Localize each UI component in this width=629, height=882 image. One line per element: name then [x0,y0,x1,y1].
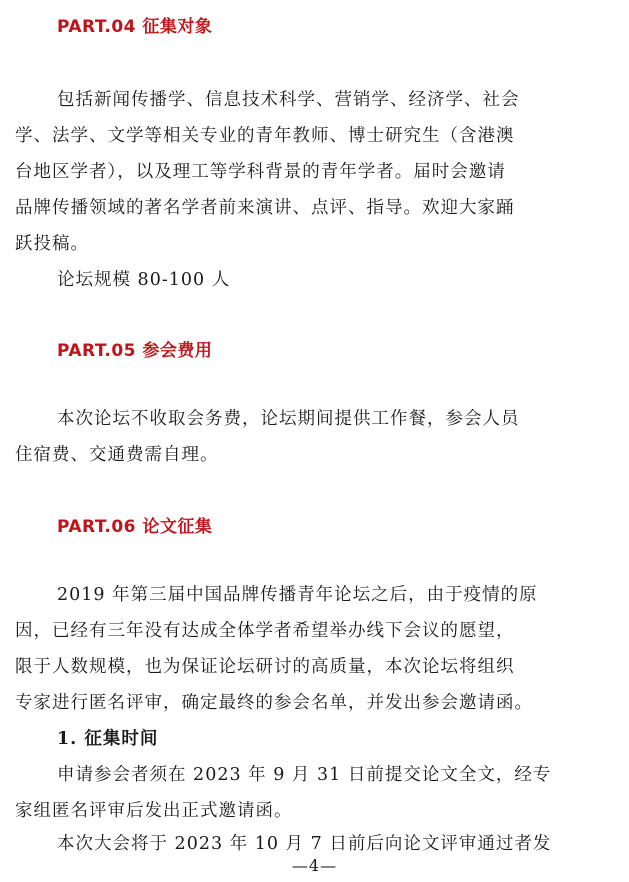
paragraph-line: 本次大会将于 2023 年 10 月 7 日前后向论文评审通过者发 [57,834,552,854]
section-heading-part05: PART.05 参会费用 [57,341,213,361]
paragraph-line: 申请参会者须在 2023 年 9 月 31 日前提交论文全文，经专 [57,765,552,785]
forum-scale-text: 论坛规模 80-100 人 [57,270,231,290]
page-number: —4— [291,856,338,875]
paragraph-line: 家组匿名评审后发出正式邀请函。 [15,801,293,821]
section-heading-part04: PART.04 征集对象 [57,17,213,37]
section-heading-part06: PART.06 论文征集 [57,517,213,537]
paragraph-line: 跃投稿。 [15,234,89,254]
paragraph-line: 台地区学者），以及理工等学科背景的青年学者。届时会邀请 [15,162,506,182]
paragraph-line: 限于人数规模，也为保证论坛研讨的高质量，本次论坛将组织 [15,657,515,677]
paragraph-line: 住宿费、交通费需自理。 [15,445,219,465]
subsection-heading-collection-time: 1. 征集时间 [57,729,159,749]
paragraph-line: 2019 年第三届中国品牌传播青年论坛之后，由于疫情的原 [57,585,538,605]
paragraph-line: 学、法学、文学等相关专业的青年教师、博士研究生（含港澳 [15,126,515,146]
paragraph-line: 品牌传播领域的著名学者前来演讲、点评、指导。欢迎大家踊 [15,198,515,218]
paragraph-line: 本次论坛不收取会务费，论坛期间提供工作餐，参会人员 [57,409,520,429]
paragraph-line: 包括新闻传播学、信息技术科学、营销学、经济学、社会 [57,90,520,110]
paragraph-line: 专家进行匿名评审，确定最终的参会名单，并发出参会邀请函。 [15,693,533,713]
paragraph-line: 因，已经有三年没有达成全体学者希望举办线下会议的愿望， [15,621,515,641]
